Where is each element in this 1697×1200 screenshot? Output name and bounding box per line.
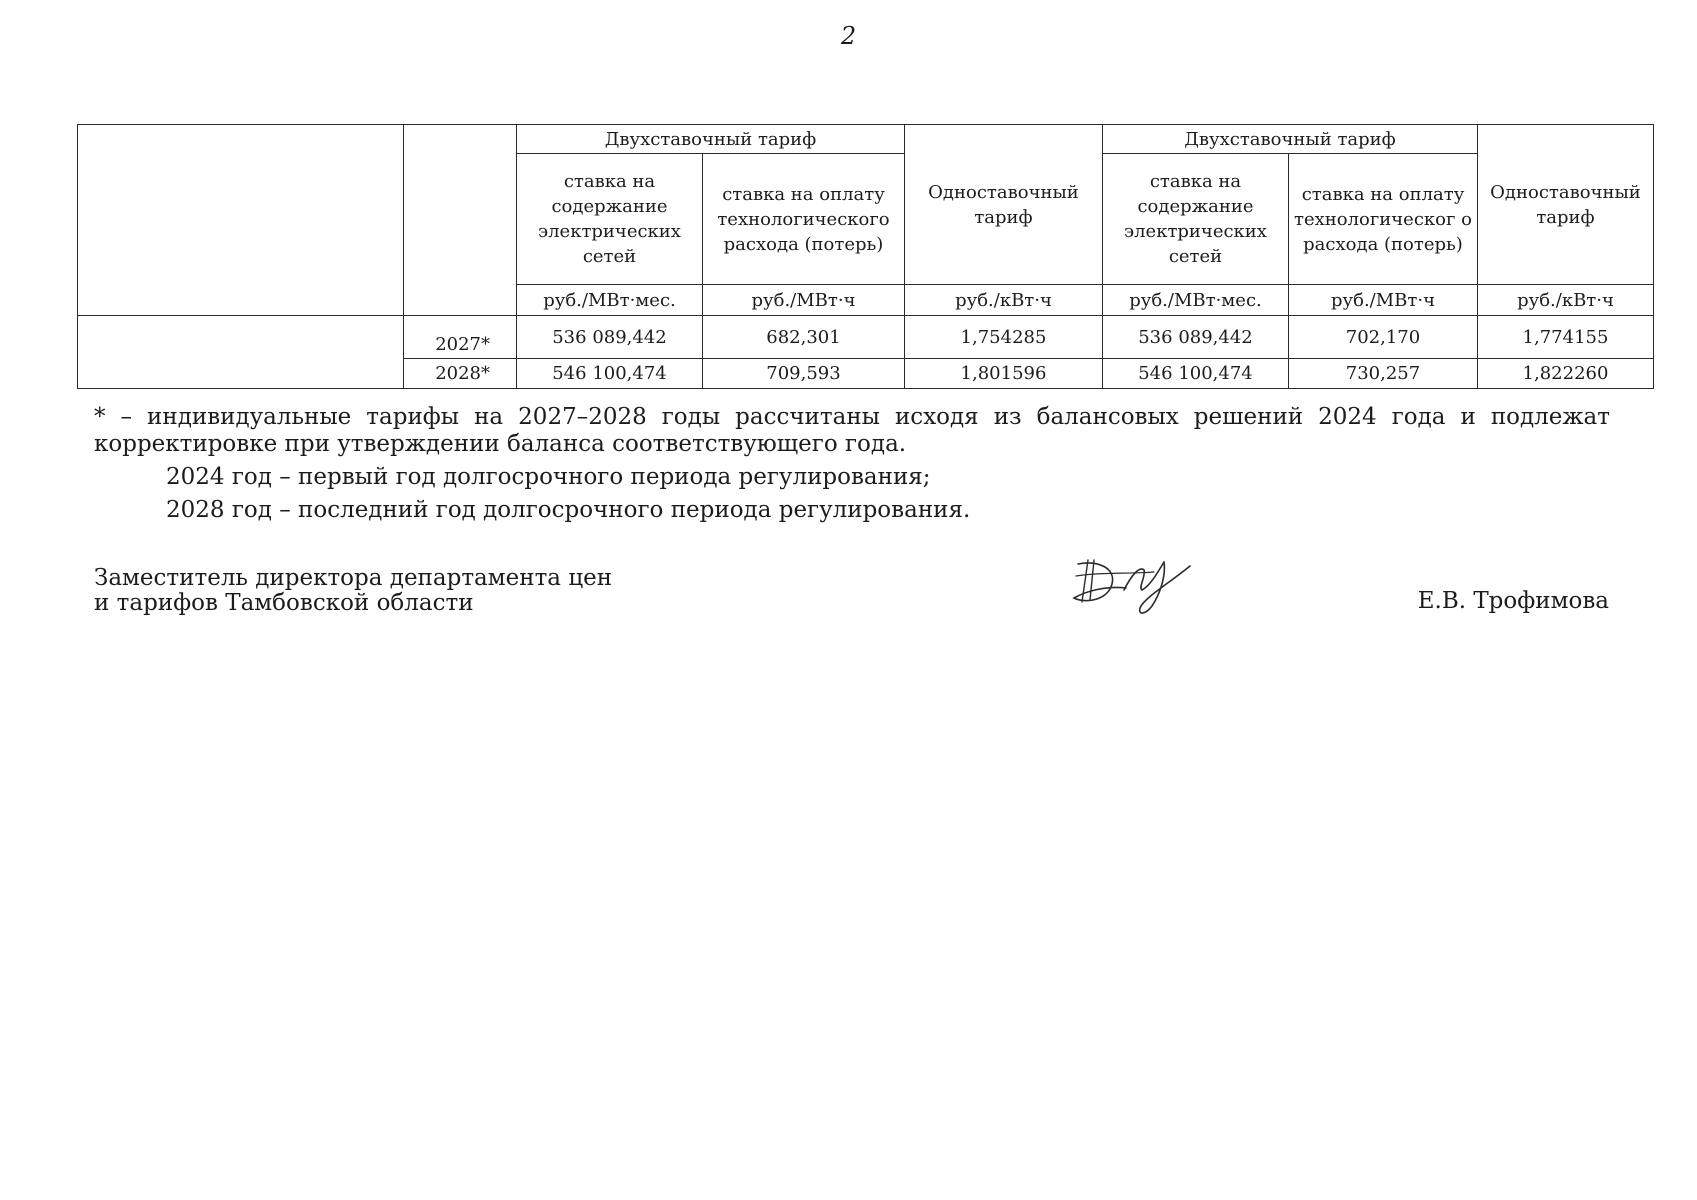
value-cell: 730,257 <box>1289 359 1478 389</box>
losses-payment-rate-header-1: ставка на оплату технологического расхода (потерь) <box>703 154 905 285</box>
value-cell: 536 089,442 <box>1103 316 1289 359</box>
table-row <box>78 316 1654 359</box>
empty-label-cell <box>78 125 404 316</box>
notes <box>94 404 1610 524</box>
unit-cell: руб./МВт·ч <box>1289 285 1478 316</box>
empty-label-cell <box>78 316 404 389</box>
two-part-tariff-header-1: Двухставочный тариф <box>517 125 905 154</box>
value-cell: 702,170 <box>1289 316 1478 359</box>
signer-title-line-2: и тарифов Тамбовской области <box>94 590 474 616</box>
value-cell: 546 100,474 <box>517 359 703 389</box>
footnote-text: * – индивидуальные тарифы на 2027–2028 годы рассчитаны исходя из балансовых решений 2024 года и подлежат корректировке при утверждении баланса соответствующего года. <box>94 404 1610 457</box>
signer-title-line-1: Заместитель директора департамента цен <box>94 565 613 591</box>
unit-cell: руб./МВт·мес. <box>1103 285 1289 316</box>
two-part-tariff-header-2: Двухставочный тариф <box>1103 125 1478 154</box>
regulation-period-start-note: 2024 год – первый год долгосрочного периода регулирования; <box>166 464 931 490</box>
empty-year-header-cell <box>404 125 517 316</box>
value-cell: 546 100,474 <box>1103 359 1289 389</box>
unit-cell: руб./кВт·ч <box>905 285 1103 316</box>
single-rate-tariff-header-1: Одноставочный тариф <box>905 125 1103 285</box>
table-header-row <box>78 125 1654 154</box>
value-cell: 1,801596 <box>905 359 1103 389</box>
unit-cell: руб./МВт·ч <box>703 285 905 316</box>
network-maintenance-rate-header-2: ставка на содержание электрических сетей <box>1103 154 1289 285</box>
regulation-period-end-note: 2028 год – последний год долгосрочного периода регулирования. <box>166 497 971 523</box>
signer-title <box>94 566 612 616</box>
year-cell: 2028* <box>404 359 517 389</box>
value-cell: 536 089,442 <box>517 316 703 359</box>
tariff-table <box>77 124 1654 389</box>
value-cell: 1,774155 <box>1478 316 1654 359</box>
handwritten-signature <box>1068 546 1208 618</box>
value-cell: 709,593 <box>703 359 905 389</box>
unit-cell: руб./кВт·ч <box>1478 285 1654 316</box>
network-maintenance-rate-header-1: ставка на содержание электрических сетей <box>517 154 703 285</box>
year-cell: 2027* <box>404 316 517 359</box>
single-rate-tariff-header-2: Одноставочный тариф <box>1478 125 1654 285</box>
page-number: 2 <box>840 22 857 50</box>
losses-payment-rate-header-2: ставка на оплату технологическог о расхода (потерь) <box>1289 154 1478 285</box>
signer-name: Е.В. Трофимова <box>1417 588 1609 614</box>
value-cell: 1,754285 <box>905 316 1103 359</box>
value-cell: 682,301 <box>703 316 905 359</box>
value-cell: 1,822260 <box>1478 359 1654 389</box>
unit-cell: руб./МВт·мес. <box>517 285 703 316</box>
